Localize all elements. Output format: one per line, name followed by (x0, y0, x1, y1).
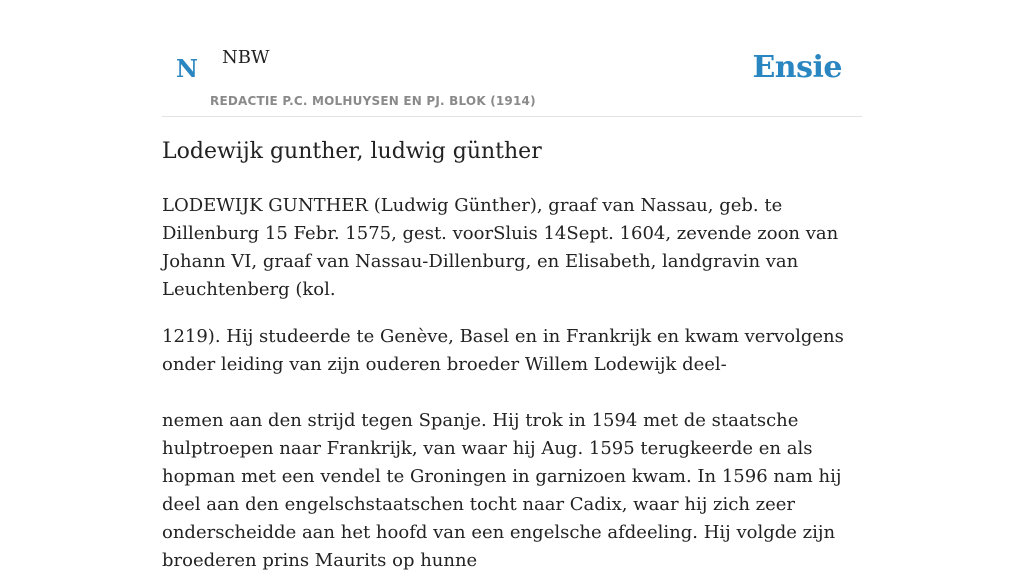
article-paragraph: LODEWIJK GUNTHER (Ludwig Günther), graaf van Nassau, geb. te Dillenburg 15 Febr. 1575, gest. voorSluis 14Sept. 1604, zevende zoon van Johann VI, graaf van Nassau-Dillenburg, en Elisabeth, landgravin van Leuchtenberg (kol. (162, 195, 839, 300)
source-header (162, 0, 862, 117)
article-paragraph: 1219). Hij studeerde te Genève, Basel en in Frankrijk en kwam vervolgens onder leiding van zijn ouderen broeder Willem Lodewijk deel- (162, 326, 844, 375)
source-subtitle: REDACTIE P.C. MOLHUYSEN EN PJ. BLOK (1914) (210, 94, 536, 108)
article-paragraph: nemen aan den strijd tegen Spanje. Hij trok in 1594 met de staatsche hulptroepen naar Frankrijk, van waar hij Aug. 1595 terugkeerde en als hopman met een vendel te Groningen in garnizoen kwam. In 1596 nam hij deel aan den engelschstaatschen tocht naar Cadix, waar hij zich zeer onderscheidde aan het hoofd van een engelsche afdeeling. Hij volgde zijn broederen prins Maurits op hunne (162, 410, 842, 571)
source-logo[interactable]: N (176, 54, 198, 83)
page-title: Lodewijk gunther, ludwig günther (162, 139, 542, 164)
source-name[interactable]: NBW (222, 47, 270, 68)
article-body (162, 192, 867, 575)
ensie-logo[interactable]: Ensie (752, 50, 842, 85)
